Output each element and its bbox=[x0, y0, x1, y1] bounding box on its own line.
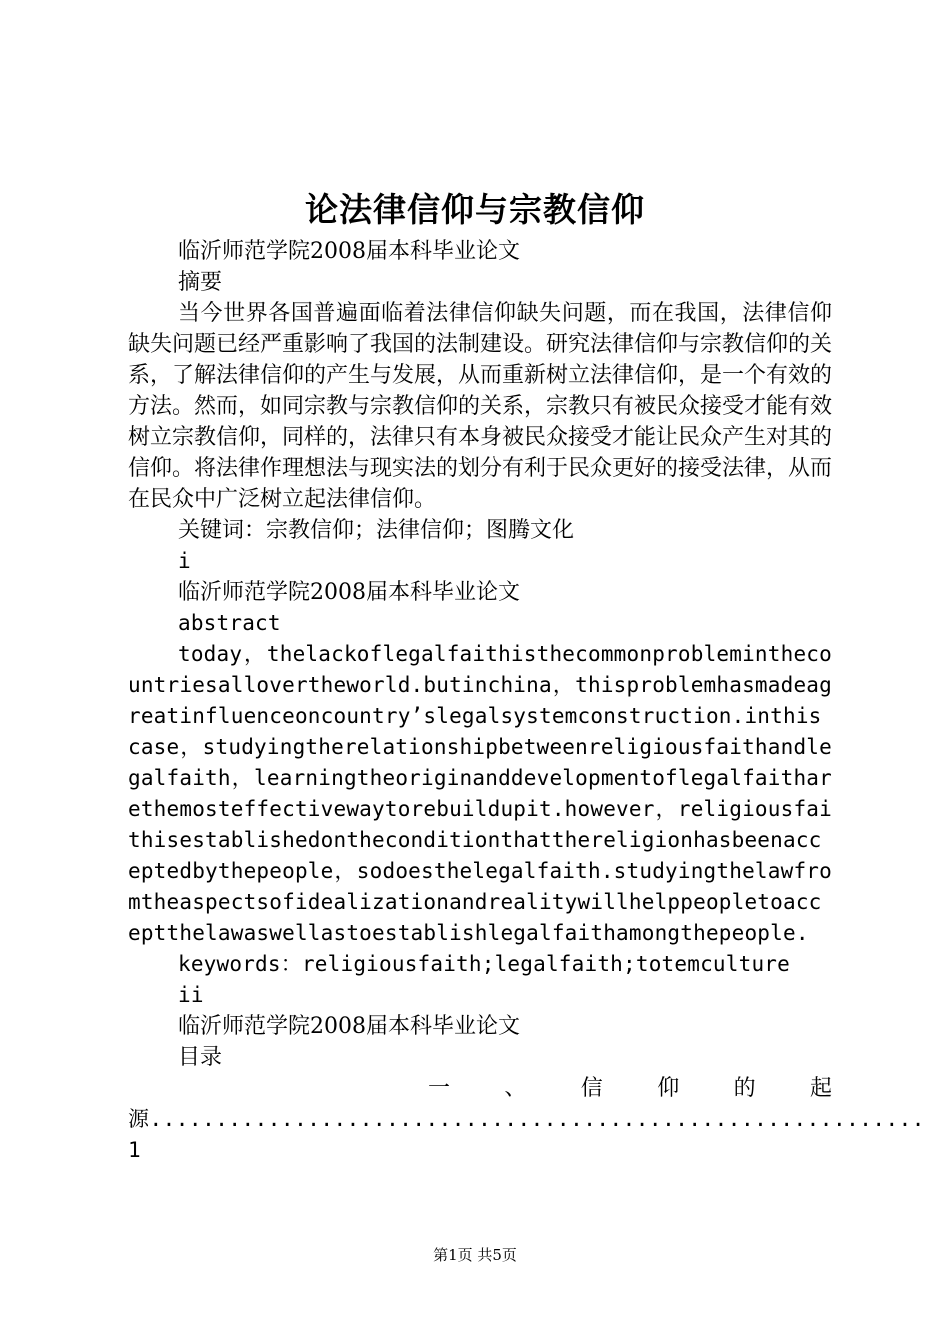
document-title: 论法律信仰与宗教信仰 bbox=[305, 190, 645, 229]
toc-heading: 目录 bbox=[178, 1045, 223, 1070]
page-footer: 第1页 共5页 bbox=[433, 1246, 517, 1264]
abstract-cn: 当今世界各国普遍面临着法律信仰缺失问题，而在我国，法律信仰缺失问题已经严重影响了我国的法制建设。研究法律信仰与宗教信仰的关系，了解法律信仰的产生与发展，从而重新树立法律信仰，是一个有效的方法。然而，如同宗教与宗教信仰的关系，宗教只有被民众接受才能有效树立宗教信仰，同样的，法律只有本身被民众接受才能让民众产生对其的信仰。将法律作理想法与现实法的划分有利于民众更好的接受法律，从而在民众中广泛树立起法律信仰。 bbox=[128, 301, 833, 512]
header-line: 临沂师范学院2008届本科毕业论文 bbox=[178, 580, 520, 605]
toc-item-dots: 源...........................................................1 bbox=[128, 1107, 925, 1162]
toc-item-title: 一、信仰的起 bbox=[428, 1076, 832, 1101]
page-mark: ii bbox=[178, 983, 204, 1007]
document-body bbox=[128, 236, 925, 1166]
keywords-cn: 关键词：宗教信仰；法律信仰；图腾文化 bbox=[178, 518, 575, 543]
header-line: 临沂师范学院2008届本科毕业论文 bbox=[178, 239, 520, 264]
header-line: 临沂师范学院2008届本科毕业论文 bbox=[178, 1014, 520, 1039]
abstract-en: today，thelackoflegalfaithisthecommonproblemintheco untriesallovertheworld.butinchina，thisproblemhasmadeagreatinfluenceoncountry’slegalsystemconstruction.inthiscase，studyingtherelationshipbetweenreligiousfaithandlegalfaith，learningtheoriginanddevelopmentoflegalfaitharethemosteffectivewaytorebuildupit.however，religiousfaithisestablishedontheconditionthatthereligionhasbeenacceptedbythepeople，sodoesthelegalfaith.studyingthelawfromtheaspectsofidealizationandrealitywillhelppeopletoacceptthelawaswellastoestablishlegalfaithamongthepeople. bbox=[128, 642, 832, 945]
abstract-heading: 摘要 bbox=[178, 270, 223, 295]
keywords-en: keywords：religiousfaith;legalfaith;totemculture bbox=[178, 952, 790, 976]
abstract-en-heading: abstract bbox=[178, 611, 281, 635]
page-mark: i bbox=[178, 549, 191, 573]
